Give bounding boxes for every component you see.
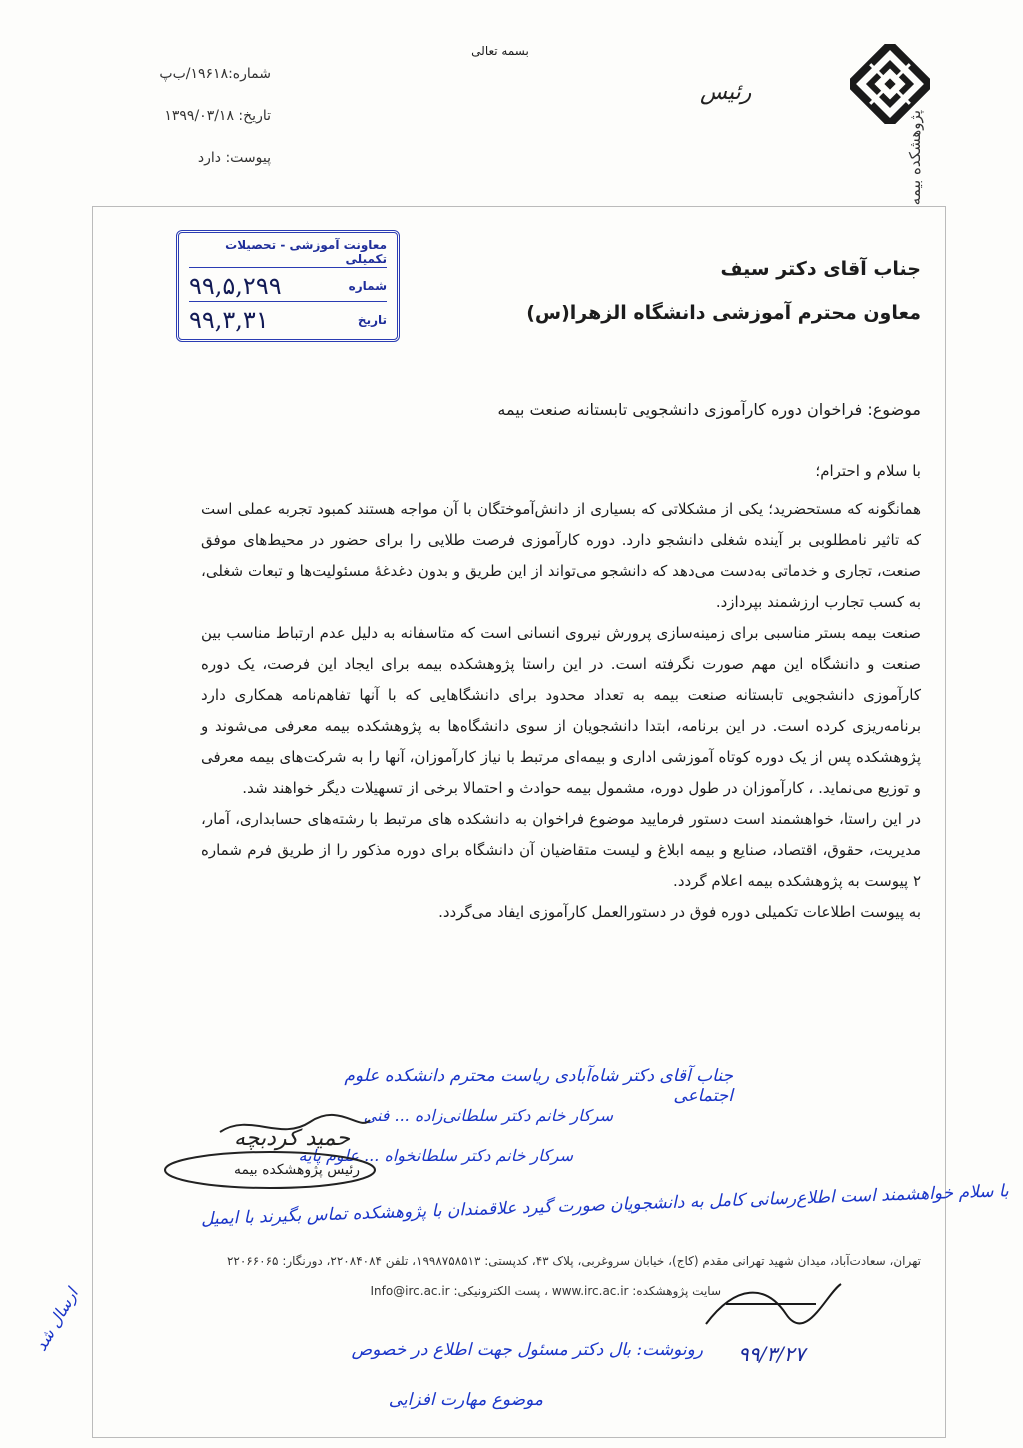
signatory-title: رئیس پژوهشکده بیمه bbox=[233, 1162, 360, 1178]
letter-date: تاریخ: ۱۳۹۹/۰۳/۱۸ bbox=[164, 108, 271, 124]
handwritten-note: ارسال شد bbox=[31, 1284, 82, 1355]
stamp-date-value: ۹۹,۳,۳۱ bbox=[189, 306, 269, 334]
stamp-number-value: ۹۹,۵,۲۹۹ bbox=[189, 272, 282, 300]
handwritten-date: ۹۹/۳/۲۷ bbox=[738, 1342, 806, 1366]
letter-subject: موضوع: فراخوان دوره کارآموزی دانشجویی تابستانه صنعت بیمه bbox=[497, 400, 921, 419]
handwritten-note: با سلام خواهشمند است اطلاع‌رسانی کامل به دانشجویان صورت گیرد علاقمندان با پژوهشکده تماس بگیرند با ایمیل bbox=[200, 1181, 1010, 1230]
footer-web: سایت پژوهشکده: www.irc.ac.ir ، پست الکترونیکی: Info@irc.ac.ir bbox=[370, 1284, 721, 1298]
stamp-header: معاونت آموزشی - تحصیلات تکمیلی bbox=[225, 238, 387, 266]
letter-number: شماره:۱۹۶۱۸/ب‌پ bbox=[159, 66, 271, 82]
body-paragraph: به پیوست اطلاعات تکمیلی دوره فوق در دستورالعمل کارآموزی ایفاد می‌گردد. bbox=[438, 903, 921, 921]
footer-address: تهران، سعادت‌آباد، میدان شهید تهرانی مقدم (کاج)، خیابان سروغربی، پلاک ۴۳، کدپستی: ۱۹۹۸۷۵۸۵۱۳، تلفن ۲۲۰۸۴۰۸۴، دورنگار: ۲۲۰۶۶۰۶۵ bbox=[226, 1254, 921, 1268]
handwritten-note: موضوع مهارت افزایی bbox=[388, 1390, 543, 1410]
org-logo-text: پژوهشکده بیمه bbox=[906, 110, 924, 206]
handwritten-top-note: رئیس bbox=[700, 80, 752, 105]
greeting: با سلام و احترام؛ bbox=[815, 462, 921, 480]
received-stamp bbox=[176, 230, 400, 342]
handwritten-note: سرکار خانم دکتر سلطانی‌زاده ... فنی bbox=[363, 1106, 613, 1125]
addressee-name: جناب آقای دکتر سیف bbox=[720, 258, 921, 280]
besm-header: بسمه تعالی bbox=[471, 44, 529, 58]
signature-block bbox=[160, 1112, 390, 1192]
body-paragraph: در این راستا، خواهشمند است دستور فرمایید موضوع فراخوان به دانشکده های مرتبط با رشته‌های حسابداری، آمار، مدیریت، حقوق، اقتصاد، صنایع و بیمه ابلاغ و لیست متقاضیان آن دانشگاه برای دوره مذکور را از طریق فرم شماره ۲ پیوست به پژوهشکده بیمه اعلام گردد. bbox=[201, 810, 921, 890]
handwritten-note: سرکار خانم دکتر سلطانخواه ... علوم پایه bbox=[298, 1146, 573, 1165]
handwritten-note: رونوشت: بال دکتر مسئول جهت اطلاع در خصوص bbox=[351, 1340, 703, 1360]
second-signature-icon bbox=[696, 1274, 846, 1344]
signature-scribble-icon bbox=[160, 1112, 390, 1192]
body-paragraph: همانگونه که مستحضرید؛ یکی از مشکلاتی که بسیاری از دانش‌آموختگان با آن مواجه هستند کمبود تجربه عملی است که تاثیر نامطلوبی بر آینده شغلی دانشجو دارد. دوره کارآموزی فرصت طلایی را برای حضور در محیط‌های موفق صنعت، تجاری و خدماتی به‌دست می‌دهد که دانشجو می‌تواند از این طریق و بدون دغدغهٔ مسئولیت‌ها و تبعات شغلی، به کسب تجارب ارزشمند بپردازد. bbox=[201, 500, 921, 611]
letter-body bbox=[201, 494, 921, 928]
letter-attachment: پیوست: دارد bbox=[197, 150, 271, 166]
addressee-title: معاون محترم آموزشی دانشگاه الزهرا(س) bbox=[526, 302, 921, 324]
handwritten-note: جناب آقای دکتر شاه‌آبادی ریاست محترم دانشکده علوم اجتماعی bbox=[344, 1066, 733, 1106]
stamp-number-label: شماره bbox=[348, 279, 387, 293]
signatory-name: حمید کردبچه bbox=[233, 1126, 350, 1151]
stamp-date-label: تاریخ bbox=[357, 313, 387, 327]
body-paragraph: صنعت بیمه بستر مناسبی برای زمینه‌سازی پرورش نیروی انسانی است که متاسفانه به دلیل عدم ارتباط مناسب بین صنعت و دانشگاه این مهم صورت نگرفته است. در این راستا پژوهشکده بیمه برای ایجاد این فرصت، یک دوره کارآموزی دانشجویی تابستانه صنعت بیمه به تعداد محدود برای دانشگاهایی که با آنها تفاهم‌نامه همکاری دارد برنامه‌ریزی کرده است. در این برنامه، ابتدا دانشجویان از سوی دانشگاه‌ها به پژوهشکده بیمه معرفی می‌شوند و پژوهشکده پس از یک دوره کوتاه آموزشی اداری و بیمه‌ای مرتبط با نیاز کارآموزان، آنها را به شرکت‌های بیمه معرفی و توزیع می‌نماید. ، کارآموزان در طول دوره، مشمول بیمه حوادث و احتمالا برخی از تسهیلات دیگر خواهند شد. bbox=[201, 624, 921, 797]
